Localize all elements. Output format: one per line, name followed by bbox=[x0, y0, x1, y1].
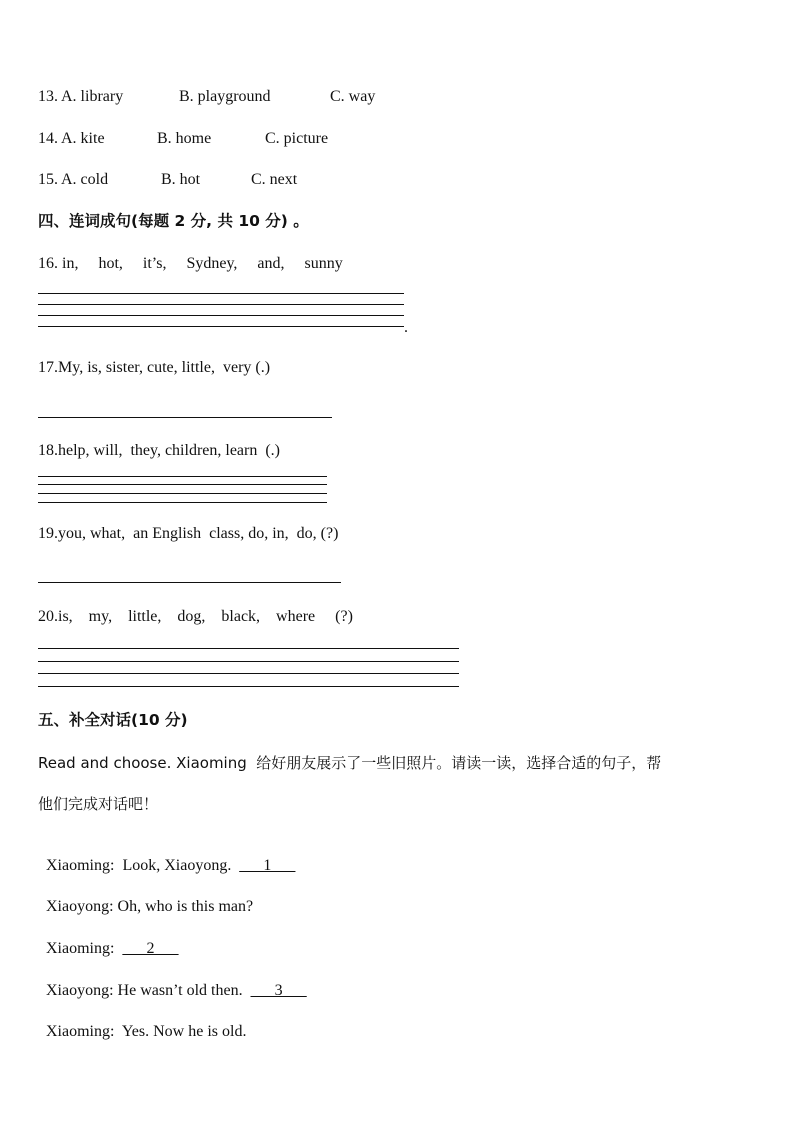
period-mark: . bbox=[404, 319, 408, 336]
answer-line bbox=[38, 293, 404, 294]
answer-line bbox=[38, 661, 459, 662]
dialogue-text: Xiaoyong: He wasn’t old then. bbox=[46, 982, 251, 999]
option-c: C. next bbox=[251, 171, 298, 188]
question-14 bbox=[38, 129, 458, 149]
dialogue-text: Xiaoming: bbox=[46, 940, 123, 957]
option-c: C. picture bbox=[265, 130, 329, 147]
question-number: 14. bbox=[38, 130, 58, 147]
answer-line bbox=[38, 686, 459, 687]
option-b: B. hot bbox=[161, 171, 201, 188]
question-number: 15. bbox=[38, 171, 58, 188]
answer-blank-1[interactable]: ___1___ bbox=[239, 857, 296, 874]
answer-line bbox=[38, 326, 404, 327]
dialogue-line-2 bbox=[38, 877, 253, 917]
answer-line bbox=[38, 304, 404, 305]
question-number: 13. bbox=[38, 88, 58, 105]
instruction-line-1: Read and choose. Xiaoming 给好朋友展示了一些旧照片。请读一读，选择合适的句子，帮 bbox=[38, 754, 662, 772]
section-4-title: 四、连词成句(每题 2 分, 共 10 分) 。 bbox=[38, 212, 309, 230]
instruction-line-2: 他们完成对话吧！ bbox=[38, 795, 159, 813]
question-17: 17.My, is, sister, cute, little, very (.) bbox=[38, 359, 271, 376]
answer-line bbox=[38, 484, 327, 485]
answer-blank-3[interactable]: ___3___ bbox=[250, 982, 307, 999]
dialogue-line-1 bbox=[38, 836, 295, 876]
dialogue-text: Xiaoming: Yes. Now he is old. bbox=[46, 1023, 247, 1040]
dialogue-line-5 bbox=[38, 1002, 246, 1042]
answer-line bbox=[38, 417, 332, 418]
question-18: 18.help, will, they, children, learn (.) bbox=[38, 442, 280, 459]
answer-line bbox=[38, 673, 459, 674]
dialogue-line-3 bbox=[38, 919, 178, 959]
option-a: A. library bbox=[61, 88, 124, 105]
option-c: C. way bbox=[330, 88, 376, 105]
answer-line bbox=[38, 502, 327, 503]
option-b: B. playground bbox=[179, 88, 271, 105]
question-16: 16. in, hot, it’s, Sydney, and, sunny bbox=[38, 255, 343, 272]
dialogue-text: Xiaoming: Look, Xiaoyong. bbox=[46, 857, 240, 874]
section-5-title: 五、补全对话(10 分) bbox=[38, 711, 188, 729]
question-19: 19.you, what, an English class, do, in, do, (?) bbox=[38, 525, 339, 542]
answer-line bbox=[38, 648, 459, 649]
answer-line bbox=[38, 493, 327, 494]
answer-line bbox=[38, 582, 341, 583]
answer-line bbox=[38, 476, 327, 477]
option-b: B. home bbox=[157, 130, 212, 147]
question-13 bbox=[38, 87, 458, 107]
answer-line bbox=[38, 315, 404, 316]
dialogue-text: Xiaoyong: Oh, who is this man? bbox=[46, 898, 254, 915]
answer-blank-2[interactable]: ___2___ bbox=[122, 940, 179, 957]
option-a: A. cold bbox=[61, 171, 109, 188]
question-15 bbox=[38, 170, 458, 190]
question-20: 20.is, my, little, dog, black, where (?) bbox=[38, 608, 353, 625]
dialogue-line-4 bbox=[38, 961, 307, 1001]
option-a: A. kite bbox=[61, 130, 105, 147]
